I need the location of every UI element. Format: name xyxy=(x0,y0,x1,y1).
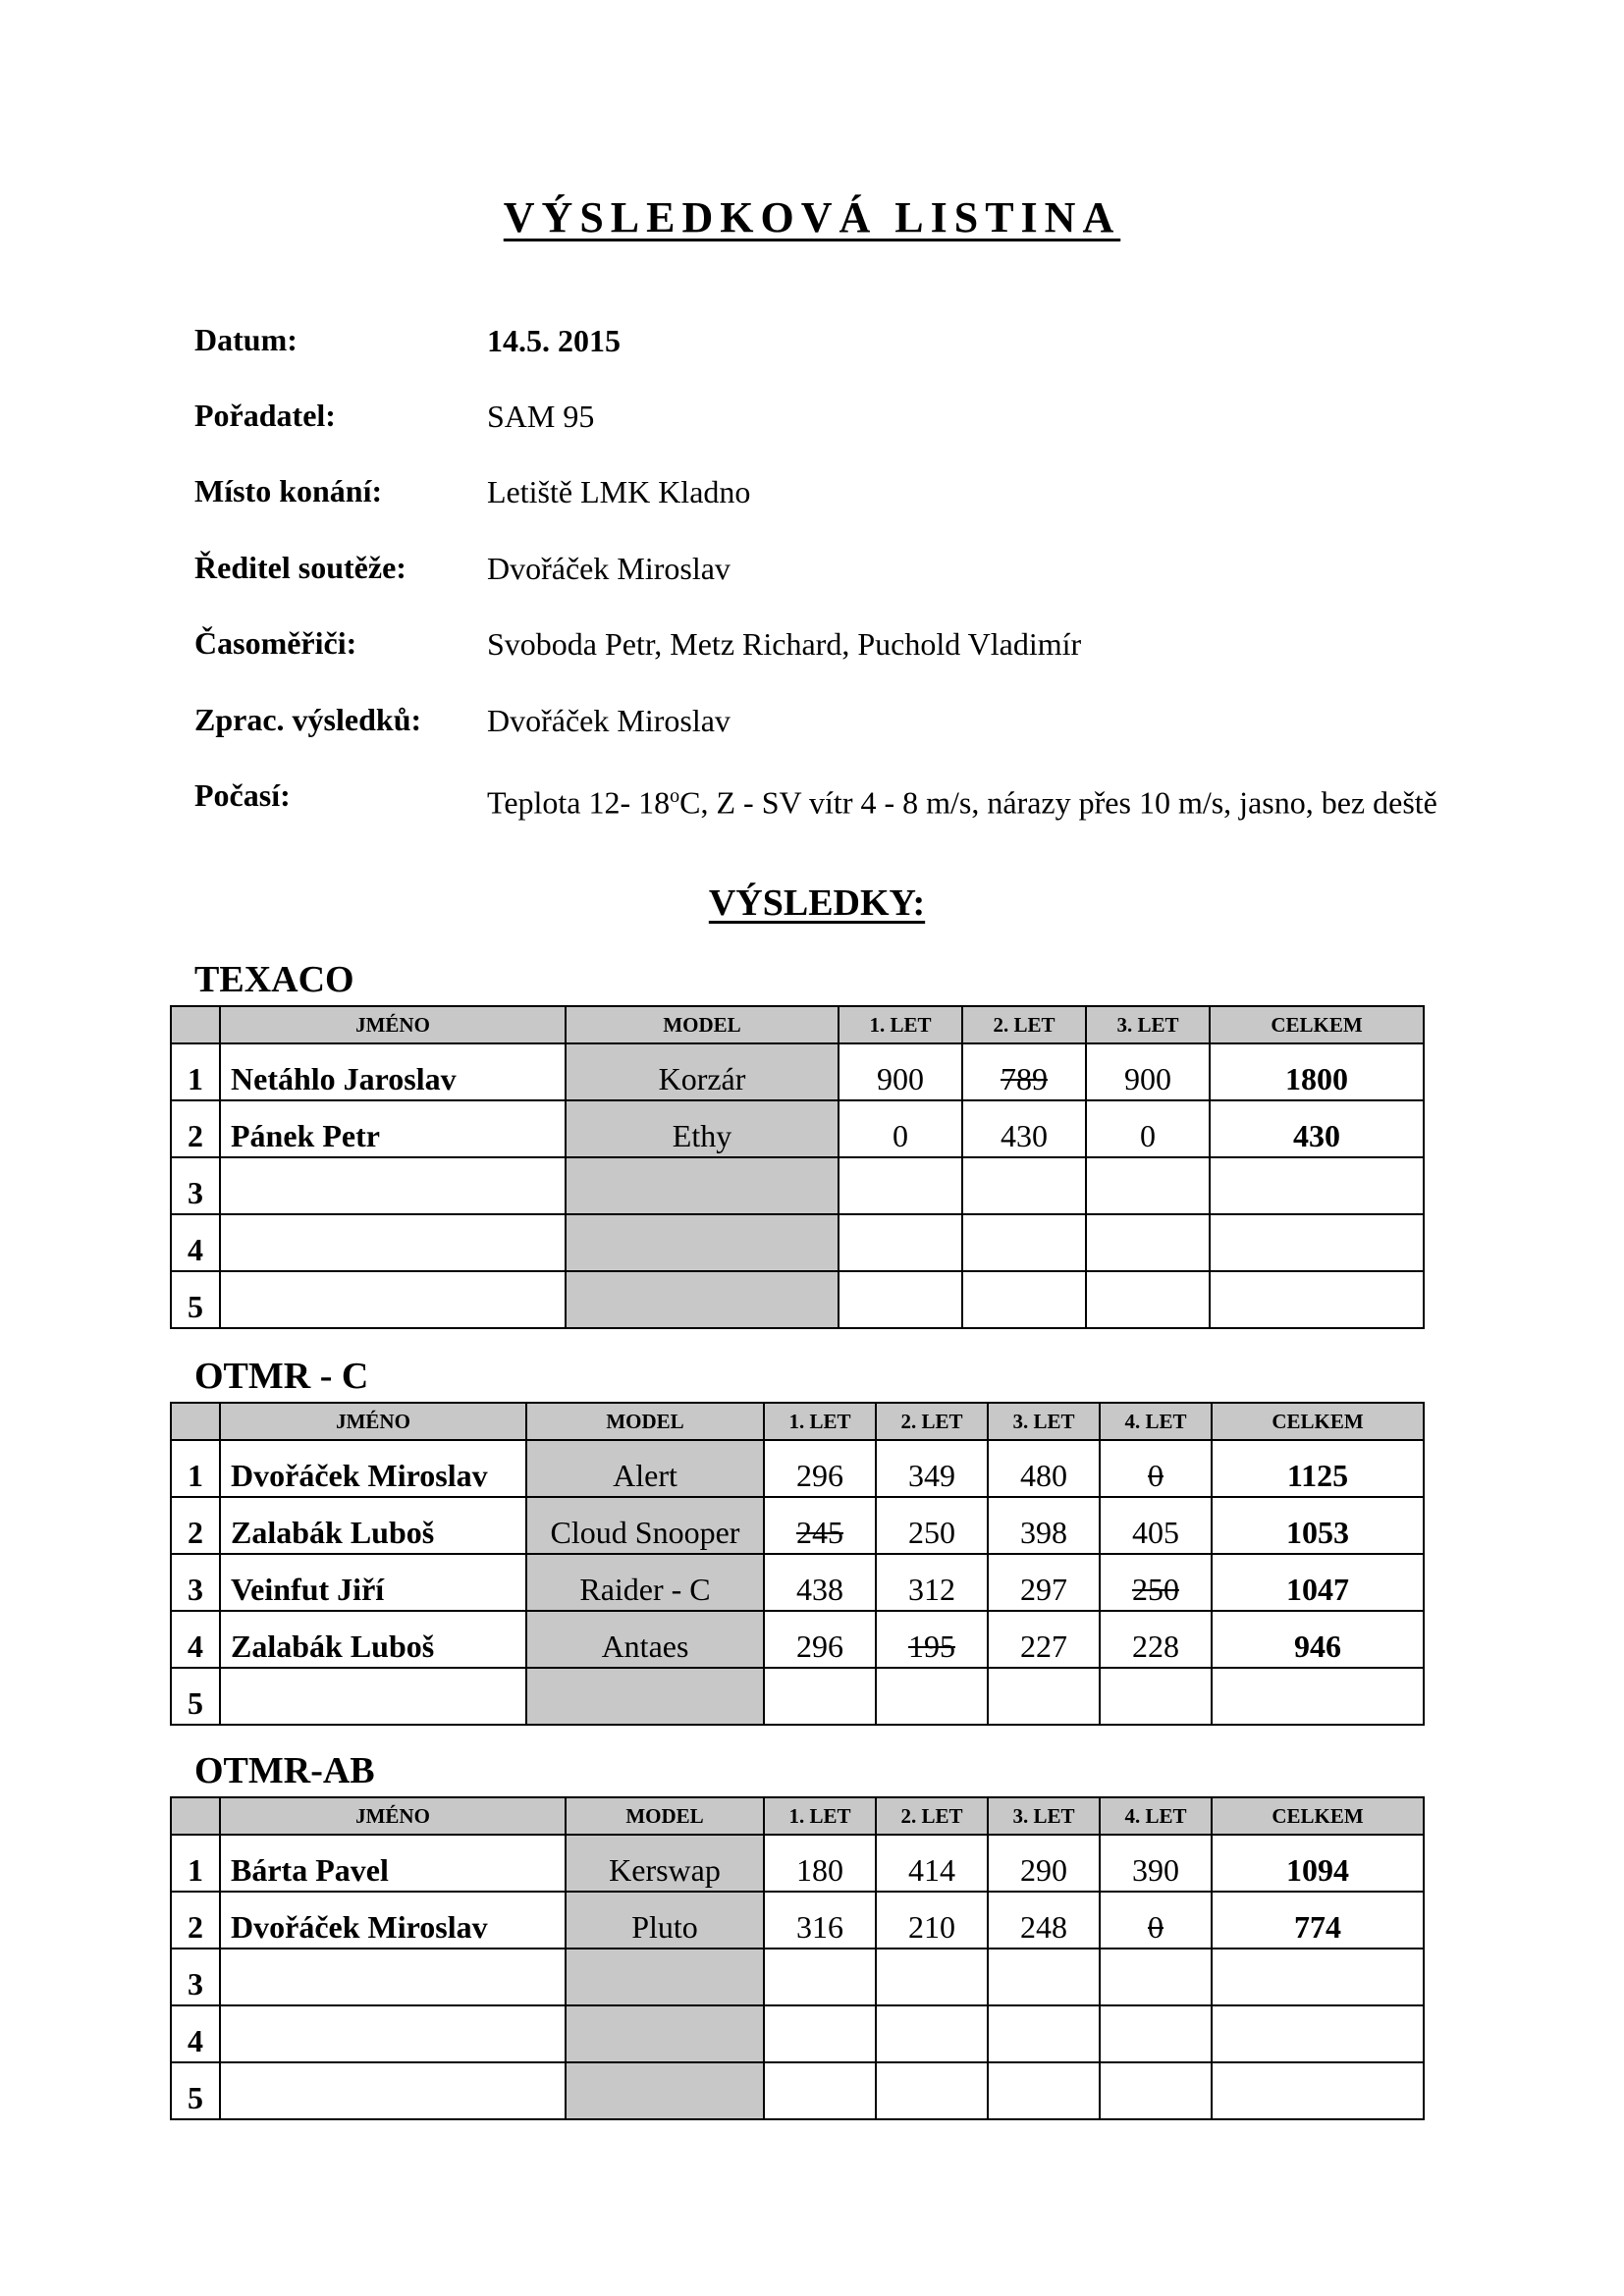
flight-score: 438 xyxy=(764,1554,876,1611)
discarded-flight-value: 0 xyxy=(1148,1458,1164,1493)
flight-score: 312 xyxy=(876,1554,988,1611)
info-label-results-processing: Zprac. výsledků: xyxy=(194,702,422,737)
model-name xyxy=(526,1668,764,1725)
flight-score: 398 xyxy=(988,1497,1100,1554)
discarded-flight-value: 195 xyxy=(908,1629,955,1664)
row-position: 4 xyxy=(171,2005,220,2062)
discarded-flight-value: 250 xyxy=(1132,1572,1179,1607)
flight-score: 0 xyxy=(1086,1100,1210,1157)
results-table-otmr-ab xyxy=(170,1796,1425,2120)
info-value-organizer: SAM 95 xyxy=(487,399,595,434)
info-value-date: 14.5. 2015 xyxy=(487,323,621,358)
total-score: 774 xyxy=(1212,1892,1424,1949)
table-row xyxy=(171,1835,1424,1892)
flight-score xyxy=(839,1271,962,1328)
total-score: 946 xyxy=(1212,1611,1424,1668)
competitor-name: Zalabák Luboš xyxy=(220,1611,526,1668)
total-score xyxy=(1210,1157,1424,1214)
column-header: CELKEM xyxy=(1212,1403,1424,1440)
column-header: 4. LET xyxy=(1100,1797,1212,1835)
flight-score xyxy=(962,1214,1086,1271)
competitor-name: Zalabák Luboš xyxy=(220,1497,526,1554)
row-position: 5 xyxy=(171,2062,220,2119)
flight-score xyxy=(876,2005,988,2062)
flight-score: 316 xyxy=(764,1892,876,1949)
model-name: Raider - C xyxy=(526,1554,764,1611)
column-header: MODEL xyxy=(566,1797,764,1835)
column-header: 2. LET xyxy=(876,1403,988,1440)
flight-score: 349 xyxy=(876,1440,988,1497)
document-title xyxy=(0,192,1624,242)
flight-score: 390 xyxy=(1100,1835,1212,1892)
flight-score xyxy=(876,1668,988,1725)
competitor-name: Veinfut Jiří xyxy=(220,1554,526,1611)
flight-score xyxy=(764,1497,876,1554)
column-header: 1. LET xyxy=(764,1403,876,1440)
column-header: 3. LET xyxy=(1086,1006,1210,1043)
flight-score xyxy=(1100,1554,1212,1611)
table-row xyxy=(171,1043,1424,1100)
flight-score xyxy=(1086,1157,1210,1214)
results-heading: VÝSLEDKY: xyxy=(708,882,926,924)
total-score: 1053 xyxy=(1212,1497,1424,1554)
competitor-name xyxy=(220,1271,566,1328)
flight-score: 180 xyxy=(764,1835,876,1892)
results-table-texaco xyxy=(170,1005,1425,1329)
total-score xyxy=(1212,2005,1424,2062)
table-row xyxy=(171,1157,1424,1214)
total-score xyxy=(1212,1949,1424,2005)
info-value-weather: Teplota 12- 18$^o$C, Z - SV vítr 4 - 8 m/s, nárazy přes 10 m/s, jasno, bez deště xyxy=(487,784,1437,821)
discarded-flight-value: 0 xyxy=(1148,1909,1164,1945)
row-position: 2 xyxy=(171,1892,220,1949)
flight-score xyxy=(988,2005,1100,2062)
table-row xyxy=(171,1949,1424,2005)
flight-score: 405 xyxy=(1100,1497,1212,1554)
row-position: 1 xyxy=(171,1440,220,1497)
row-position: 5 xyxy=(171,1668,220,1725)
info-label-director: Ředitel soutěže: xyxy=(194,550,406,585)
row-position: 2 xyxy=(171,1100,220,1157)
column-header: JMÉNO xyxy=(220,1797,566,1835)
total-score: 1125 xyxy=(1212,1440,1424,1497)
flight-score xyxy=(988,1949,1100,2005)
flight-score: 480 xyxy=(988,1440,1100,1497)
model-name xyxy=(566,1271,839,1328)
model-name xyxy=(566,1949,764,2005)
model-name xyxy=(566,1157,839,1214)
total-score: 430 xyxy=(1210,1100,1424,1157)
flight-score xyxy=(962,1271,1086,1328)
table-row xyxy=(171,2062,1424,2119)
flight-score xyxy=(876,2062,988,2119)
flight-score xyxy=(962,1157,1086,1214)
info-value-venue: Letiště LMK Kladno xyxy=(487,474,751,509)
flight-score xyxy=(1100,1892,1212,1949)
flight-score: 297 xyxy=(988,1554,1100,1611)
flight-score xyxy=(839,1214,962,1271)
total-score: 1047 xyxy=(1212,1554,1424,1611)
flight-score: 210 xyxy=(876,1892,988,1949)
competitor-name: Bárta Pavel xyxy=(220,1835,566,1892)
column-header: MODEL xyxy=(566,1006,839,1043)
info-value-director: Dvořáček Miroslav xyxy=(487,551,731,586)
model-name xyxy=(566,1214,839,1271)
flight-score xyxy=(876,1949,988,2005)
category-title-texaco: TEXACO xyxy=(194,959,354,1000)
flight-score: 900 xyxy=(1086,1043,1210,1100)
flight-score: 248 xyxy=(988,1892,1100,1949)
table-row xyxy=(171,2005,1424,2062)
row-position: 3 xyxy=(171,1554,220,1611)
column-header: 2. LET xyxy=(876,1797,988,1835)
flight-score: 900 xyxy=(839,1043,962,1100)
header-position xyxy=(171,1797,220,1835)
table-row xyxy=(171,1668,1424,1725)
flight-score xyxy=(764,2005,876,2062)
category-title-otmr-c: OTMR - C xyxy=(194,1356,369,1397)
table-row xyxy=(171,1100,1424,1157)
row-position: 2 xyxy=(171,1497,220,1554)
info-value-results-processing: Dvořáček Miroslav xyxy=(487,703,731,738)
competitor-name xyxy=(220,2062,566,2119)
row-position: 4 xyxy=(171,1214,220,1271)
row-position: 1 xyxy=(171,1043,220,1100)
document-title-text: VÝSLEDKOVÁ LISTINA xyxy=(503,193,1121,241)
info-label-organizer: Pořadatel: xyxy=(194,398,336,433)
model-name: Korzár xyxy=(566,1043,839,1100)
competitor-name xyxy=(220,1949,566,2005)
column-header: 2. LET xyxy=(962,1006,1086,1043)
flight-score: 228 xyxy=(1100,1611,1212,1668)
header-position xyxy=(171,1006,220,1043)
flight-score: 227 xyxy=(988,1611,1100,1668)
row-position: 3 xyxy=(171,1157,220,1214)
model-name xyxy=(566,2062,764,2119)
flight-score: 296 xyxy=(764,1440,876,1497)
flight-score xyxy=(876,1611,988,1668)
info-label-timekeepers: Časoměřiči: xyxy=(194,625,357,661)
total-score: 1800 xyxy=(1210,1043,1424,1100)
competitor-name xyxy=(220,1214,566,1271)
competitor-name xyxy=(220,1668,526,1725)
info-label-weather: Počasí: xyxy=(194,777,291,813)
row-position: 1 xyxy=(171,1835,220,1892)
model-name: Kerswap xyxy=(566,1835,764,1892)
flight-score xyxy=(764,1668,876,1725)
info-label-date: Datum: xyxy=(194,322,298,357)
row-position: 5 xyxy=(171,1271,220,1328)
total-score: 1094 xyxy=(1212,1835,1424,1892)
flight-score xyxy=(764,1949,876,2005)
model-name xyxy=(566,2005,764,2062)
results-table-otmr-c xyxy=(170,1402,1425,1726)
discarded-flight-value: 245 xyxy=(796,1515,843,1550)
flight-score xyxy=(1100,1949,1212,2005)
total-score xyxy=(1210,1214,1424,1271)
flight-score xyxy=(839,1157,962,1214)
flight-score xyxy=(1100,1668,1212,1725)
model-name: Ethy xyxy=(566,1100,839,1157)
competitor-name xyxy=(220,1157,566,1214)
discarded-flight-value: 789 xyxy=(1001,1061,1048,1096)
column-header: 3. LET xyxy=(988,1797,1100,1835)
competitor-name: Pánek Petr xyxy=(220,1100,566,1157)
column-header: JMÉNO xyxy=(220,1006,566,1043)
category-title-otmr-ab: OTMR-AB xyxy=(194,1750,375,1791)
column-header: CELKEM xyxy=(1212,1797,1424,1835)
flight-score: 430 xyxy=(962,1100,1086,1157)
flight-score: 414 xyxy=(876,1835,988,1892)
info-label-venue: Místo konání: xyxy=(194,473,383,508)
table-header-row xyxy=(171,1797,1424,1835)
column-header: 1. LET xyxy=(764,1797,876,1835)
table-row xyxy=(171,1440,1424,1497)
column-header: CELKEM xyxy=(1210,1006,1424,1043)
flight-score xyxy=(1086,1271,1210,1328)
column-header: JMÉNO xyxy=(220,1403,526,1440)
row-position: 3 xyxy=(171,1949,220,2005)
table-row xyxy=(171,1271,1424,1328)
header-position xyxy=(171,1403,220,1440)
total-score xyxy=(1210,1271,1424,1328)
total-score xyxy=(1212,1668,1424,1725)
flight-score: 290 xyxy=(988,1835,1100,1892)
competitor-name: Dvořáček Miroslav xyxy=(220,1440,526,1497)
flight-score xyxy=(1100,2062,1212,2119)
model-name: Cloud Snooper xyxy=(526,1497,764,1554)
model-name: Pluto xyxy=(566,1892,764,1949)
flight-score: 296 xyxy=(764,1611,876,1668)
table-header-row xyxy=(171,1006,1424,1043)
flight-score xyxy=(988,1668,1100,1725)
column-header: MODEL xyxy=(526,1403,764,1440)
total-score xyxy=(1212,2062,1424,2119)
competitor-name: Dvořáček Miroslav xyxy=(220,1892,566,1949)
column-header: 3. LET xyxy=(988,1403,1100,1440)
flight-score xyxy=(764,2062,876,2119)
competitor-name xyxy=(220,2005,566,2062)
flight-score xyxy=(1100,2005,1212,2062)
column-header: 1. LET xyxy=(839,1006,962,1043)
competitor-name: Netáhlo Jaroslav xyxy=(220,1043,566,1100)
flight-score: 250 xyxy=(876,1497,988,1554)
flight-score xyxy=(988,2062,1100,2119)
table-header-row xyxy=(171,1403,1424,1440)
model-name: Alert xyxy=(526,1440,764,1497)
table-row xyxy=(171,1892,1424,1949)
flight-score: 0 xyxy=(839,1100,962,1157)
table-row xyxy=(171,1611,1424,1668)
flight-score xyxy=(1086,1214,1210,1271)
model-name: Antaes xyxy=(526,1611,764,1668)
table-row xyxy=(171,1214,1424,1271)
table-row xyxy=(171,1497,1424,1554)
column-header: 4. LET xyxy=(1100,1403,1212,1440)
row-position: 4 xyxy=(171,1611,220,1668)
info-value-timekeepers: Svoboda Petr, Metz Richard, Puchold Vladimír xyxy=(487,626,1082,662)
table-row xyxy=(171,1554,1424,1611)
flight-score xyxy=(962,1043,1086,1100)
flight-score xyxy=(1100,1440,1212,1497)
